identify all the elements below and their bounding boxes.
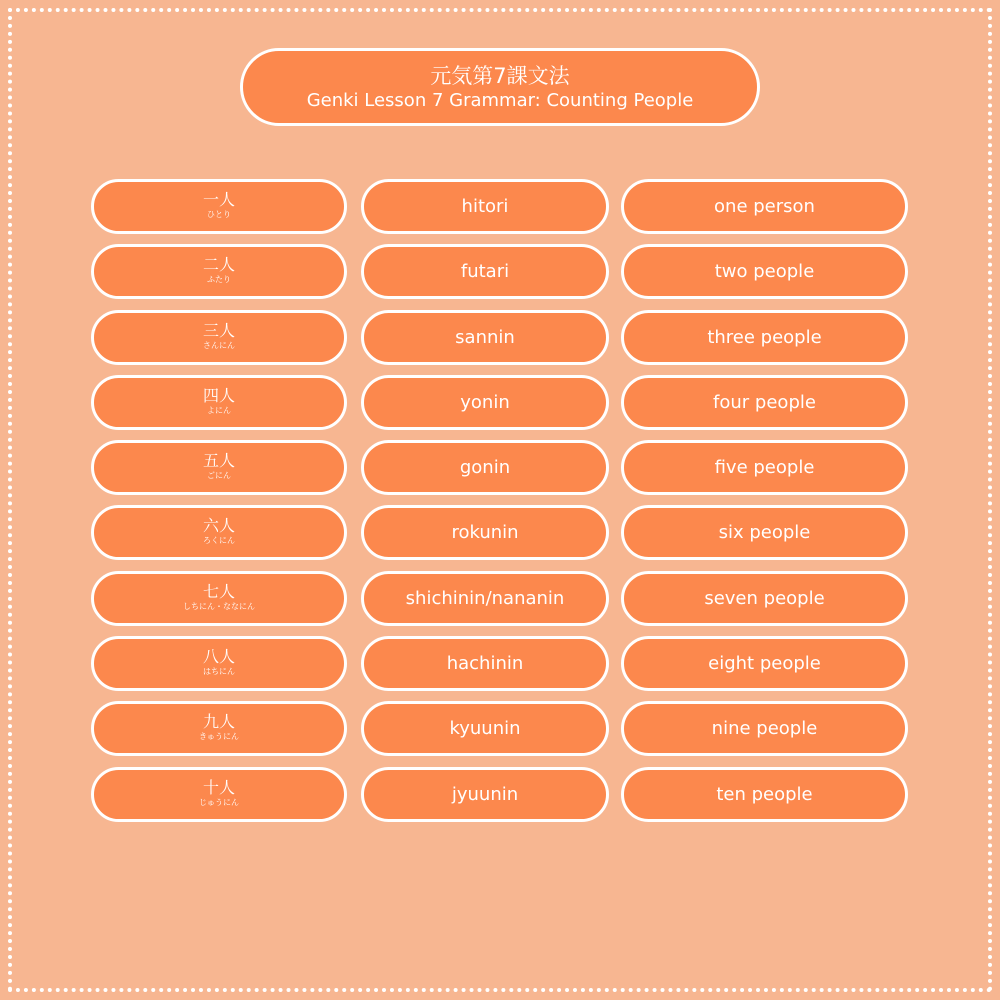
romaji-cell — [361, 375, 609, 430]
furigana-text: ごにん — [207, 471, 231, 481]
romaji-cell — [361, 571, 609, 626]
romaji-text: gonin — [459, 457, 511, 479]
english-cell — [621, 767, 908, 822]
kanji-cell — [91, 701, 347, 756]
romaji-cell — [361, 440, 609, 495]
romaji-cell — [361, 179, 609, 234]
kanji-cell — [91, 179, 347, 234]
english-cell — [621, 310, 908, 365]
table-row — [0, 310, 1000, 365]
kanji-cell — [91, 636, 347, 691]
kanji-cell — [91, 571, 347, 626]
romaji-cell — [361, 636, 609, 691]
kanji-text: 十人 — [202, 777, 235, 797]
furigana-text: さんにん — [203, 340, 235, 350]
kanji-text: 九人 — [202, 712, 235, 732]
romaji-text: jyuunin — [451, 783, 519, 805]
romaji-text: shichinin/nananin — [405, 587, 565, 609]
kanji-text: 六人 — [202, 516, 235, 536]
furigana-text: よにん — [207, 405, 231, 415]
kanji-text: 七人 — [202, 581, 235, 601]
furigana-text: ひとり — [207, 210, 231, 219]
romaji-text: sannin — [455, 326, 515, 348]
table-row — [0, 375, 1000, 430]
kanji-text: 四人 — [202, 385, 235, 405]
title-japanese: 元気第7課文法 — [430, 64, 570, 88]
english-cell — [621, 440, 908, 495]
table-row — [0, 505, 1000, 560]
english-cell — [621, 375, 908, 430]
table-row — [0, 244, 1000, 299]
english-cell — [621, 244, 908, 299]
english-text: five people — [714, 457, 815, 479]
english-cell — [621, 179, 908, 234]
kanji-cell — [91, 375, 347, 430]
english-text: four people — [713, 391, 816, 413]
english-text: ten people — [716, 783, 813, 805]
table-row — [0, 440, 1000, 495]
english-text: seven people — [704, 587, 825, 609]
table-row — [0, 701, 1000, 756]
kanji-text: 二人 — [202, 255, 235, 275]
english-cell — [621, 636, 908, 691]
romaji-cell — [361, 505, 609, 560]
kanji-cell — [91, 440, 347, 495]
english-text: three people — [707, 326, 822, 348]
romaji-cell — [361, 701, 609, 756]
romaji-text: futari — [460, 261, 510, 283]
table-row — [0, 767, 1000, 822]
kanji-cell — [91, 767, 347, 822]
romaji-text: yonin — [460, 391, 510, 413]
kanji-text: 五人 — [202, 451, 235, 471]
furigana-text: きゅうにん — [199, 732, 239, 742]
furigana-text: ろくにん — [203, 536, 235, 546]
furigana-text: じゅうにん — [199, 797, 239, 807]
title-english: Genki Lesson 7 Grammar: Counting People — [306, 90, 694, 111]
romaji-cell — [361, 767, 609, 822]
kanji-text: 八人 — [202, 647, 235, 667]
table-row — [0, 571, 1000, 626]
romaji-text: hachinin — [446, 653, 524, 675]
table-row — [0, 636, 1000, 691]
english-text: nine people — [711, 718, 818, 740]
romaji-cell — [361, 244, 609, 299]
romaji-text: rokunin — [451, 522, 519, 544]
romaji-text: hitori — [461, 196, 509, 217]
english-text: eight people — [708, 653, 821, 675]
english-text: one person — [714, 196, 815, 217]
furigana-text: しちにん・ななにん — [183, 601, 255, 611]
english-cell — [621, 505, 908, 560]
kanji-cell — [91, 505, 347, 560]
kanji-cell — [91, 310, 347, 365]
counting-table — [0, 179, 1000, 832]
furigana-text: ふたり — [207, 275, 231, 285]
furigana-text: はちにん — [203, 667, 235, 677]
english-text: two people — [714, 261, 815, 283]
title-banner — [240, 48, 760, 126]
english-text: six people — [718, 522, 811, 544]
english-cell — [621, 701, 908, 756]
kanji-text: 一人 — [202, 190, 235, 209]
romaji-cell — [361, 310, 609, 365]
table-row — [0, 179, 1000, 234]
kanji-cell — [91, 244, 347, 299]
english-cell — [621, 571, 908, 626]
romaji-text: kyuunin — [449, 718, 521, 740]
kanji-text: 三人 — [202, 320, 235, 340]
